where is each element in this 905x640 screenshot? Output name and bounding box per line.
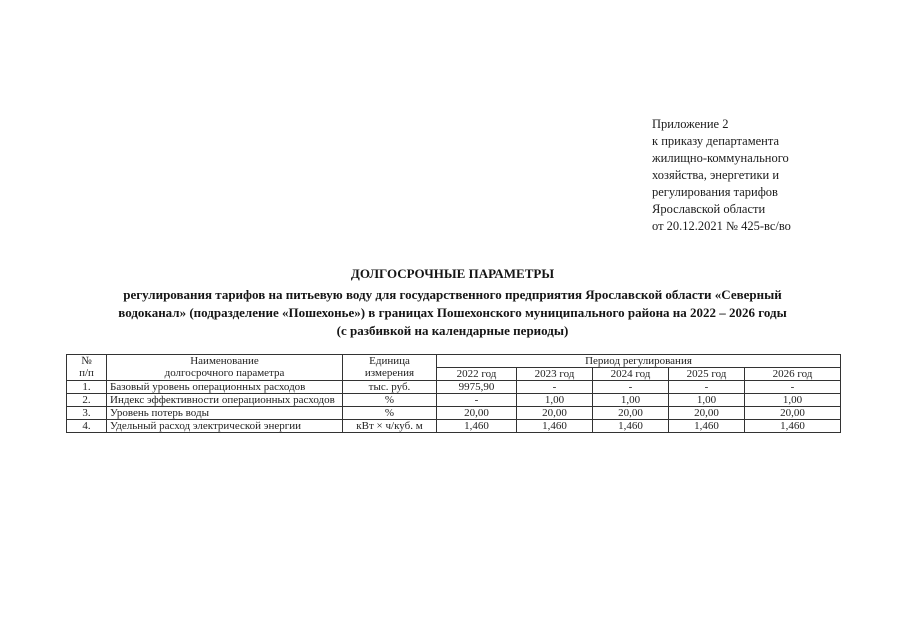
row-value: 20,00 [745,407,841,420]
row-value: 20,00 [517,407,593,420]
table-row [67,407,841,420]
header-num-line1: № [81,355,92,367]
row-unit: кВт × ч/куб. м [343,420,437,433]
header-year: 2025 год [669,368,745,381]
header-period: Период регулирования [437,355,841,368]
row-value: - [437,394,517,407]
row-value: 1,00 [517,394,593,407]
header-unit-line1: Единица [369,355,410,367]
row-value: - [669,381,745,394]
document-subtitle [40,286,865,340]
row-value: 1,460 [593,420,669,433]
row-num: 4. [67,420,107,433]
header-name-line2: долгосрочного параметра [164,367,285,379]
row-value: 1,460 [437,420,517,433]
row-value: 1,460 [669,420,745,433]
row-name: Уровень потерь воды [107,407,343,420]
row-name: Индекс эффективности операционных расходов [107,394,343,407]
table-row [67,394,841,407]
row-num: 3. [67,407,107,420]
header-unit-line2: измерения [364,367,415,379]
row-value: 1,460 [745,420,841,433]
subtitle-line: (с разбивкой на календарные периоды) [336,323,569,338]
row-value: 1,460 [517,420,593,433]
row-value: 20,00 [437,407,517,420]
header-year: 2026 год [745,368,841,381]
row-value: 20,00 [669,407,745,420]
subtitle-line: регулирования тарифов на питьевую воду для государственного предприятия Ярославской области «Северный [123,287,782,302]
appendix-line: Ярославской области [652,202,766,216]
header-unit [343,355,437,381]
row-value: 1,00 [745,394,841,407]
row-value: 1,00 [593,394,669,407]
header-year: 2024 год [593,368,669,381]
row-unit: % [343,407,437,420]
row-unit: тыс. руб. [343,381,437,394]
row-value: - [745,381,841,394]
row-unit: % [343,394,437,407]
header-num-line2: п/п [79,367,94,379]
appendix-line: хозяйства, энергетики и [652,168,780,182]
appendix-line: к приказу департамента [652,134,780,148]
appendix-line: от 20.12.2021 № 425-вс/во [652,219,791,233]
row-name: Базовый уровень операционных расходов [107,381,343,394]
row-num: 2. [67,394,107,407]
row-name: Удельный расход электрической энергии [107,420,343,433]
row-value: - [593,381,669,394]
header-name-line1: Наименование [190,355,259,367]
header-year: 2023 год [517,368,593,381]
row-value: 1,00 [669,394,745,407]
table-row [67,420,841,433]
row-num: 1. [67,381,107,394]
header-num [67,355,107,381]
row-value: 20,00 [593,407,669,420]
row-value: - [517,381,593,394]
table-header-row [67,355,841,368]
document-title: ДОЛГОСРОЧНЫЕ ПАРАМЕТРЫ [350,266,555,281]
header-name [107,355,343,381]
parameters-table [66,354,841,433]
appendix-line: жилищно-коммунального [652,151,789,165]
subtitle-line: водоканал» (подразделение «Пошехонье») в границах Пошехонского муниципального района на 2022 – 2026 годы [118,305,787,320]
appendix-line: Приложение 2 [652,117,729,131]
table-row [67,381,841,394]
appendix-line: регулирования тарифов [652,185,778,199]
row-value: 9975,90 [437,381,517,394]
header-year: 2022 год [437,368,517,381]
appendix-block [652,116,791,235]
